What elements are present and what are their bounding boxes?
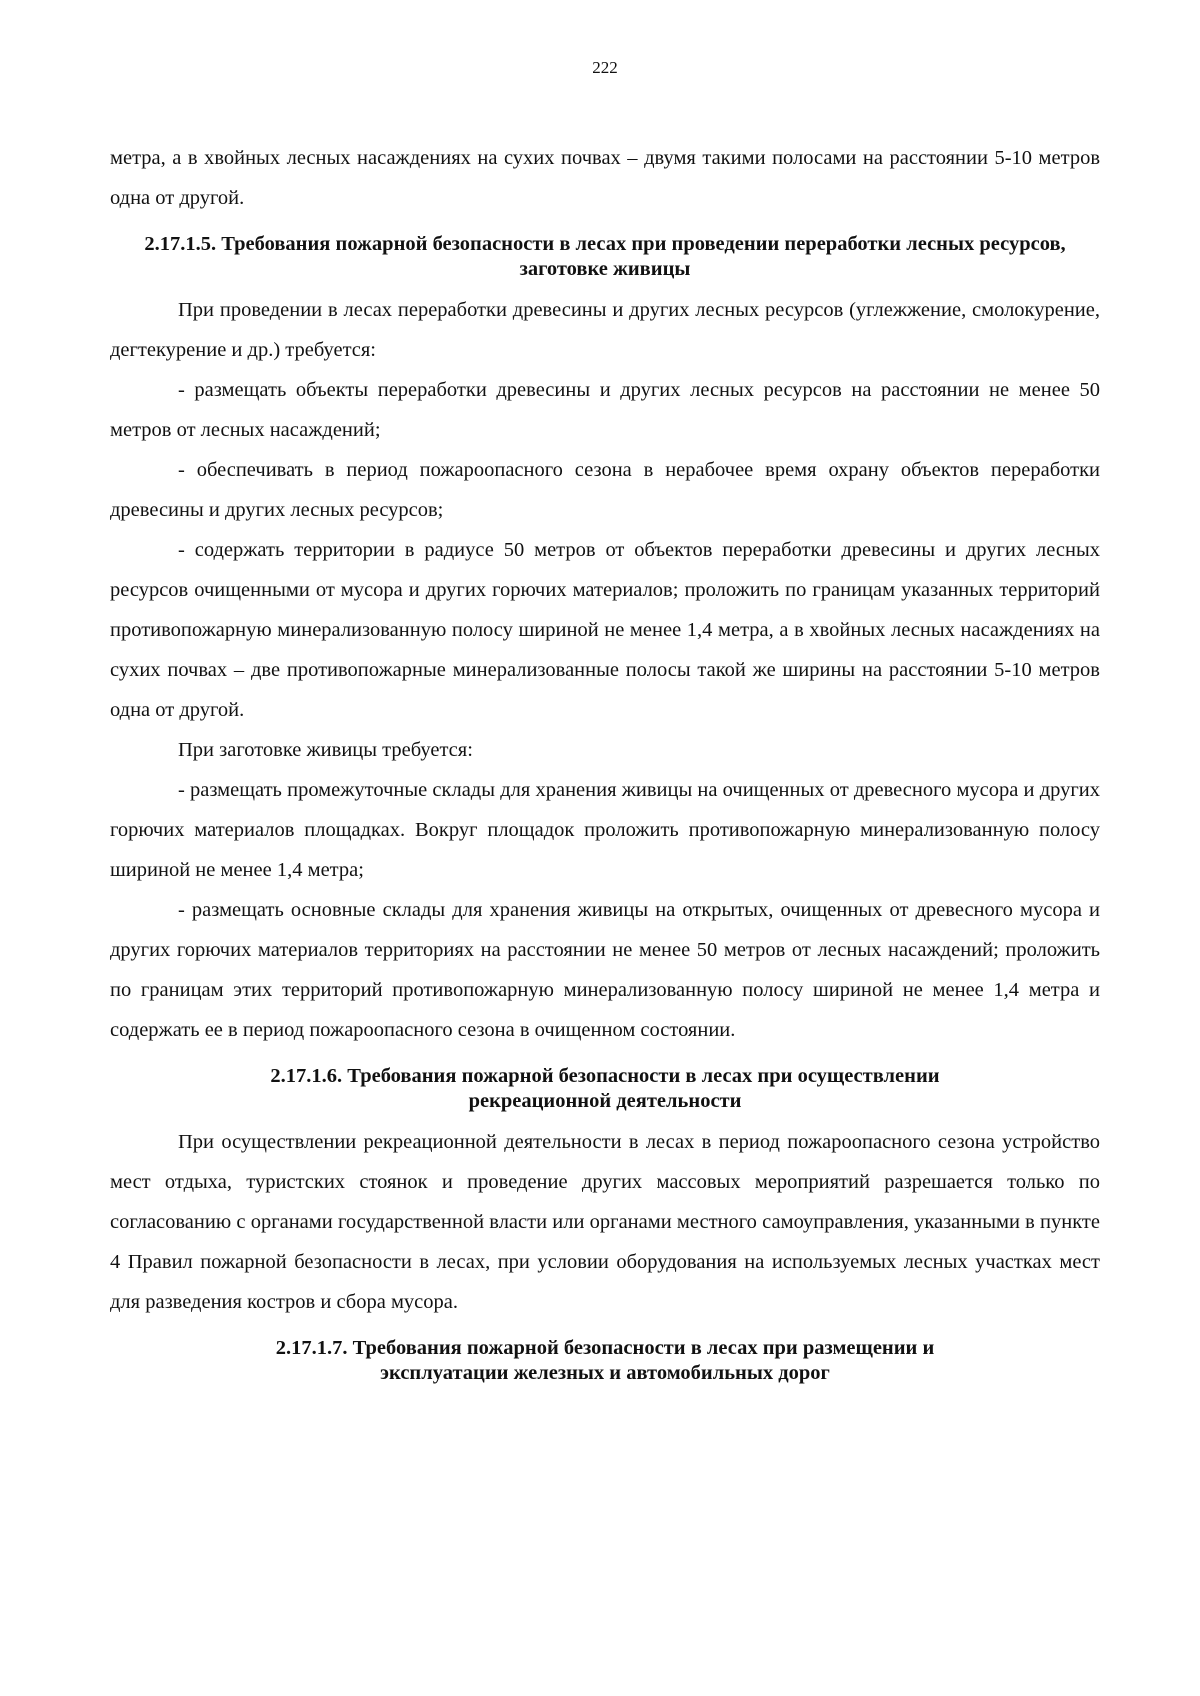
paragraph: При проведении в лесах переработки древесины и других лесных ресурсов (углежжение, смолокурение, дегтекурение и др.) требуется:	[110, 299, 1100, 361]
section-heading-2-17-1-6: 2.17.1.6. Требования пожарной безопасности в лесах при осуществлении рекреационной деятельности	[270, 1065, 940, 1112]
section-heading-2-17-1-7: 2.17.1.7. Требования пожарной безопасности в лесах при размещении и эксплуатации железных и автомобильных дорог	[275, 1337, 935, 1384]
list-item: - обеспечивать в период пожароопасного сезона в нерабочее время охрану объектов переработки древесины и других лесных ресурсов;	[110, 459, 1100, 521]
paragraph: При заготовке живицы требуется:	[178, 739, 473, 761]
paragraph: При осуществлении рекреационной деятельности в лесах в период пожароопасного сезона устройство мест отдыха, туристских стоянок и проведение других массовых мероприятий разрешается только по согласованию с органами государственной власти или органами местного самоуправления, указанными в пункте 4 Правил пожарной безопасности в лесах, при условии оборудования на используемых лесных участках мест для разведения костров и сбора мусора.	[110, 1131, 1100, 1313]
document-body	[110, 138, 1100, 1394]
page-number: 222	[592, 58, 618, 77]
list-item: - размещать промежуточные склады для хранения живицы на очищенных от древесного мусора и других горючих материалов площадках. Вокруг площадок проложить противопожарную минерализованную полосу шириной не менее 1,4 метра;	[110, 779, 1100, 881]
section-heading-2-17-1-5: 2.17.1.5. Требования пожарной безопасности в лесах при проведении переработки лесных ресурсов, заготовке живицы	[144, 233, 1066, 280]
document-page	[110, 0, 1100, 1696]
continuation-paragraph: метра, а в хвойных лесных насаждениях на сухих почвах – двумя такими полосами на расстоянии 5-10 метров одна от другой.	[110, 147, 1100, 209]
list-item: - размещать объекты переработки древесины и других лесных ресурсов на расстоянии не менее 50 метров от лесных насаждений;	[110, 379, 1100, 441]
list-item: - размещать основные склады для хранения живицы на открытых, очищенных от древесного мусора и других горючих материалов территориях на расстоянии не менее 50 метров от лесных насаждений; проложить по границам этих территорий противопожарную минерализованную полосу шириной не менее 1,4 метра и содержать ее в период пожароопасного сезона в очищенном состоянии.	[110, 899, 1100, 1041]
list-item: - содержать территории в радиусе 50 метров от объектов переработки древесины и других лесных ресурсов очищенными от мусора и других горючих материалов; проложить по границам указанных территорий противопожарную минерализованную полосу шириной не менее 1,4 метра, а в хвойных лесных насаждениях на сухих почвах – две противопожарные минерализованные полосы такой же ширины на расстоянии 5-10 метров одна от другой.	[110, 539, 1100, 721]
